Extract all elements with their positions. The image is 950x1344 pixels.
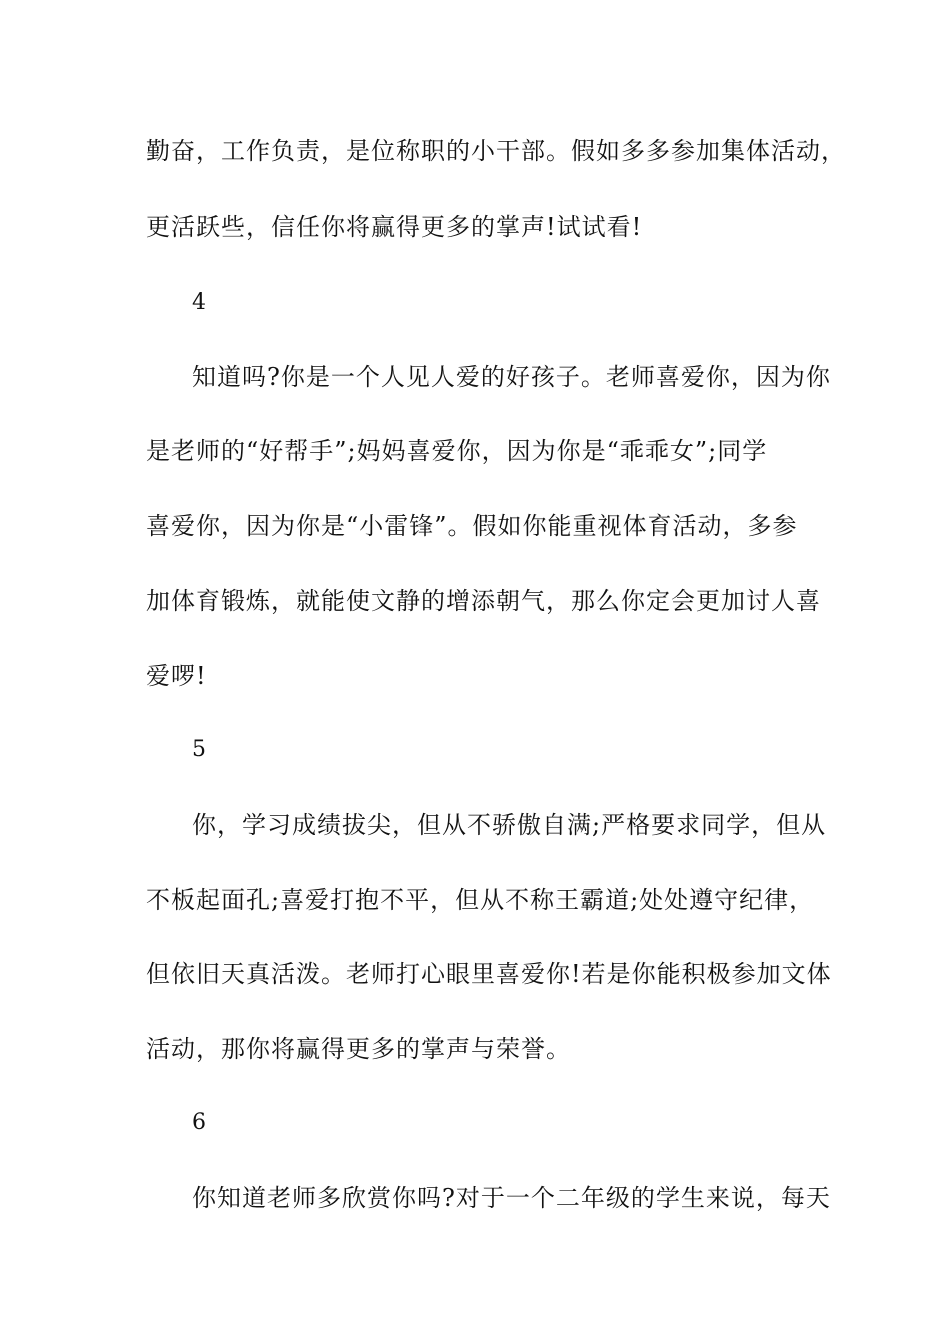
text-line: 喜爱你，因为你是“小雷锋”。假如你能重视体育活动，多参 [146, 512, 798, 540]
text-line: 活动，那你将赢得更多的掌声与荣誉。 [146, 1035, 571, 1063]
item-number: 4 [192, 290, 206, 315]
text-line: 勤奋，工作负责，是位称职的小干部。假如多多参加集体活动， [146, 137, 846, 165]
text-line: 但依旧天真活泼。老师打心眼里喜爱你!若是你能积极参加文体 [146, 960, 832, 988]
text-line: 你知道老师多欣赏你吗?对于一个二年级的学生来说，每天 [192, 1184, 831, 1212]
text-line: 加体育锻炼，就能使文静的增添朝气，那么你定会更加讨人喜 [146, 587, 821, 615]
text-line: 知道吗?你是一个人见人爱的好孩子。老师喜爱你，因为你 [192, 363, 831, 391]
text-line: 你，学习成绩拔尖，但从不骄傲自满;严格要求同学，但从 [192, 811, 827, 839]
item-number: 5 [192, 737, 206, 762]
text-line: 更活跃些，信任你将赢得更多的掌声!试试看! [146, 213, 643, 241]
item-number: 6 [192, 1110, 206, 1135]
text-line: 是老师的“好帮手”;妈妈喜爱你，因为你是“乖乖女”;同学 [146, 437, 768, 465]
text-line: 不板起面孔;喜爱打抱不平，但从不称王霸道;处处遵守纪律， [146, 886, 815, 914]
text-line: 爱啰! [146, 662, 207, 690]
